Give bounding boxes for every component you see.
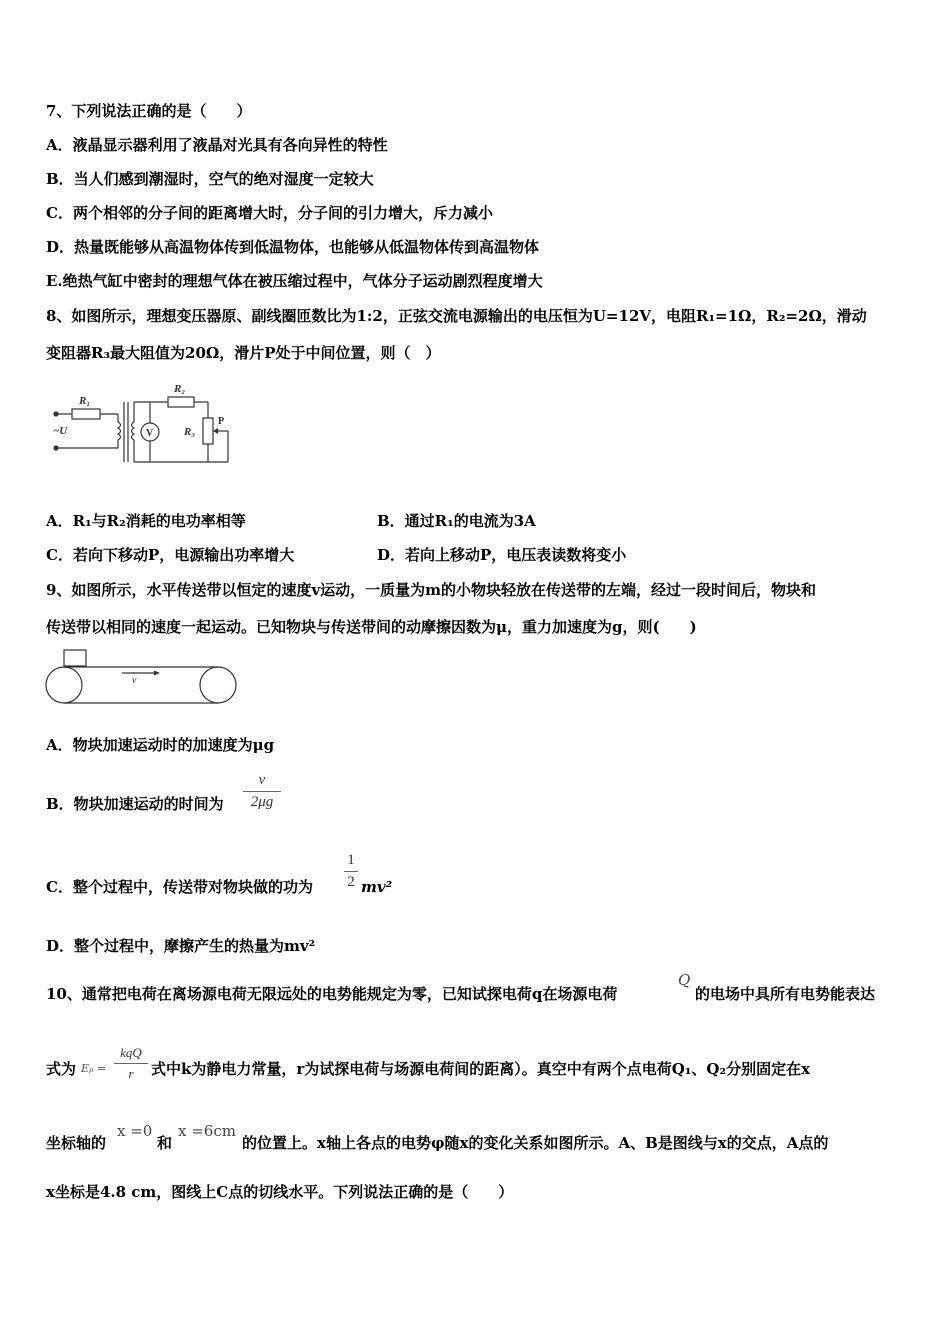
label-p: P bbox=[218, 416, 225, 427]
q7-option-d: D．热量既能够从高温物体传到低温物体，也能够从低温物体传到高温物体 bbox=[46, 238, 540, 256]
q8-option-c: C．若向下移动P，电源输出功率增大 bbox=[46, 546, 295, 564]
q8-option-a: A．R₁与R₂消耗的电功率相等 bbox=[46, 512, 246, 530]
q8-circuit-diagram bbox=[50, 378, 240, 470]
fraction-denominator: 2 bbox=[347, 874, 355, 890]
label-v: V bbox=[146, 428, 154, 439]
label-v: v bbox=[132, 675, 137, 686]
q8-stem-line1: 8、如图所示，理想变压器原、副线圈匝数比为1:2，正弦交流电源输出的电压恒为U=12V，电阻R₁=1Ω，R₂=2Ω，滑动 bbox=[46, 307, 867, 325]
label-u: ~U bbox=[53, 425, 68, 437]
q10-x6: x =6cm bbox=[178, 1122, 236, 1140]
q10-line4: x坐标是4.8 cm，图线上C点的切线水平。下列说法正确的是（ ） bbox=[46, 1183, 514, 1201]
q9-option-c-tail: mv² bbox=[361, 878, 393, 896]
primary-coil bbox=[118, 422, 121, 440]
block bbox=[64, 650, 86, 666]
fraction-numerator: v bbox=[258, 772, 266, 788]
q7-stem: 7、下列说法正确的是（ ） bbox=[46, 102, 252, 120]
fraction-numerator: kqQ bbox=[120, 1045, 142, 1060]
q9-stem-line2: 传送带以相同的速度一起运动。已知物块与传送带间的动摩擦因数为μ，重力加速度为g，则( ) bbox=[46, 618, 697, 636]
q7-option-a: A．液晶显示器利用了液晶对光具有各向异性的特性 bbox=[46, 136, 388, 154]
q9-option-c-fraction bbox=[344, 852, 358, 891]
q10-formula-fraction bbox=[114, 1045, 148, 1082]
rheostat-r3 bbox=[203, 418, 213, 444]
label-r3: R₃ bbox=[184, 426, 196, 438]
label-r2: R₂ bbox=[174, 383, 186, 395]
q10-line1-b: 的电场中具所有电势能表达 bbox=[695, 985, 876, 1003]
fraction-denominator: 2μg bbox=[250, 794, 274, 810]
q9-option-a: A．物块加速运动时的加速度为μg bbox=[46, 736, 275, 754]
q10-line1-a: 10、通常把电荷在离场源电荷无限远处的电势能规定为零，已知试探电荷q在场源电荷 bbox=[46, 985, 618, 1003]
q9-option-c: C．整个过程中，传送带对物块做的功为 bbox=[46, 878, 313, 896]
fraction-denominator: r bbox=[128, 1066, 134, 1081]
q10-line3-b: 的位置上。x轴上各点的电势φ随x的变化关系如图所示。A、B是图线与x的交点，A点的 bbox=[242, 1134, 829, 1152]
q10-line2-a: 式为 bbox=[46, 1060, 77, 1078]
q7-option-e: E.绝热气缸中密封的理想气体在被压缩过程中，气体分子运动剧烈程度增大 bbox=[46, 272, 543, 290]
q8-option-b: B．通过R₁的电流为3A bbox=[377, 512, 536, 530]
q10-formula-lhs: Eₚ = bbox=[81, 1062, 107, 1075]
q10-x0: x =0 bbox=[117, 1122, 153, 1140]
q7-option-b: B．当人们感到潮湿时，空气的绝对湿度一定较大 bbox=[46, 170, 374, 188]
fraction-numerator: 1 bbox=[347, 852, 355, 868]
velocity-arrow bbox=[154, 671, 160, 676]
q10-line2-b: 式中k为静电力常量，r为试探电荷与场源电荷间的距离）。真空中有两个点电荷Q₁、Q₂分别固定在x bbox=[151, 1060, 811, 1078]
resistor-r2 bbox=[168, 397, 194, 407]
q9-conveyor-diagram bbox=[44, 648, 240, 704]
resistor-r1 bbox=[72, 409, 100, 419]
q10-line1-q: Q bbox=[678, 971, 691, 989]
q10-line3-a: 坐标轴的 bbox=[46, 1134, 107, 1152]
left-pulley bbox=[46, 667, 82, 703]
q9-stem-line1: 9、如图所示，水平传送带以恒定的速度v运动，一质量为m的小物块轻放在传送带的左端，经过一段时间后，物块和 bbox=[46, 581, 817, 599]
q9-option-b-fraction bbox=[243, 772, 281, 811]
q9-option-d: D．整个过程中，摩擦产生的热量为mv² bbox=[46, 937, 316, 955]
q10-line3-and: 和 bbox=[157, 1134, 173, 1152]
q8-stem-line2: 变阻器R₃最大阻值为20Ω，滑片P处于中间位置，则（ ） bbox=[46, 344, 441, 362]
secondary-coil bbox=[132, 422, 135, 440]
label-r1: R₁ bbox=[79, 395, 91, 407]
slider-p-arrow bbox=[213, 428, 218, 434]
right-pulley bbox=[200, 667, 236, 703]
q9-option-b: B．物块加速运动的时间为 bbox=[46, 795, 224, 813]
q7-option-c: C．两个相邻的分子间的距离增大时，分子间的引力增大，斥力减小 bbox=[46, 204, 493, 222]
q8-option-d: D．若向上移动P，电压表读数将变小 bbox=[377, 546, 627, 564]
